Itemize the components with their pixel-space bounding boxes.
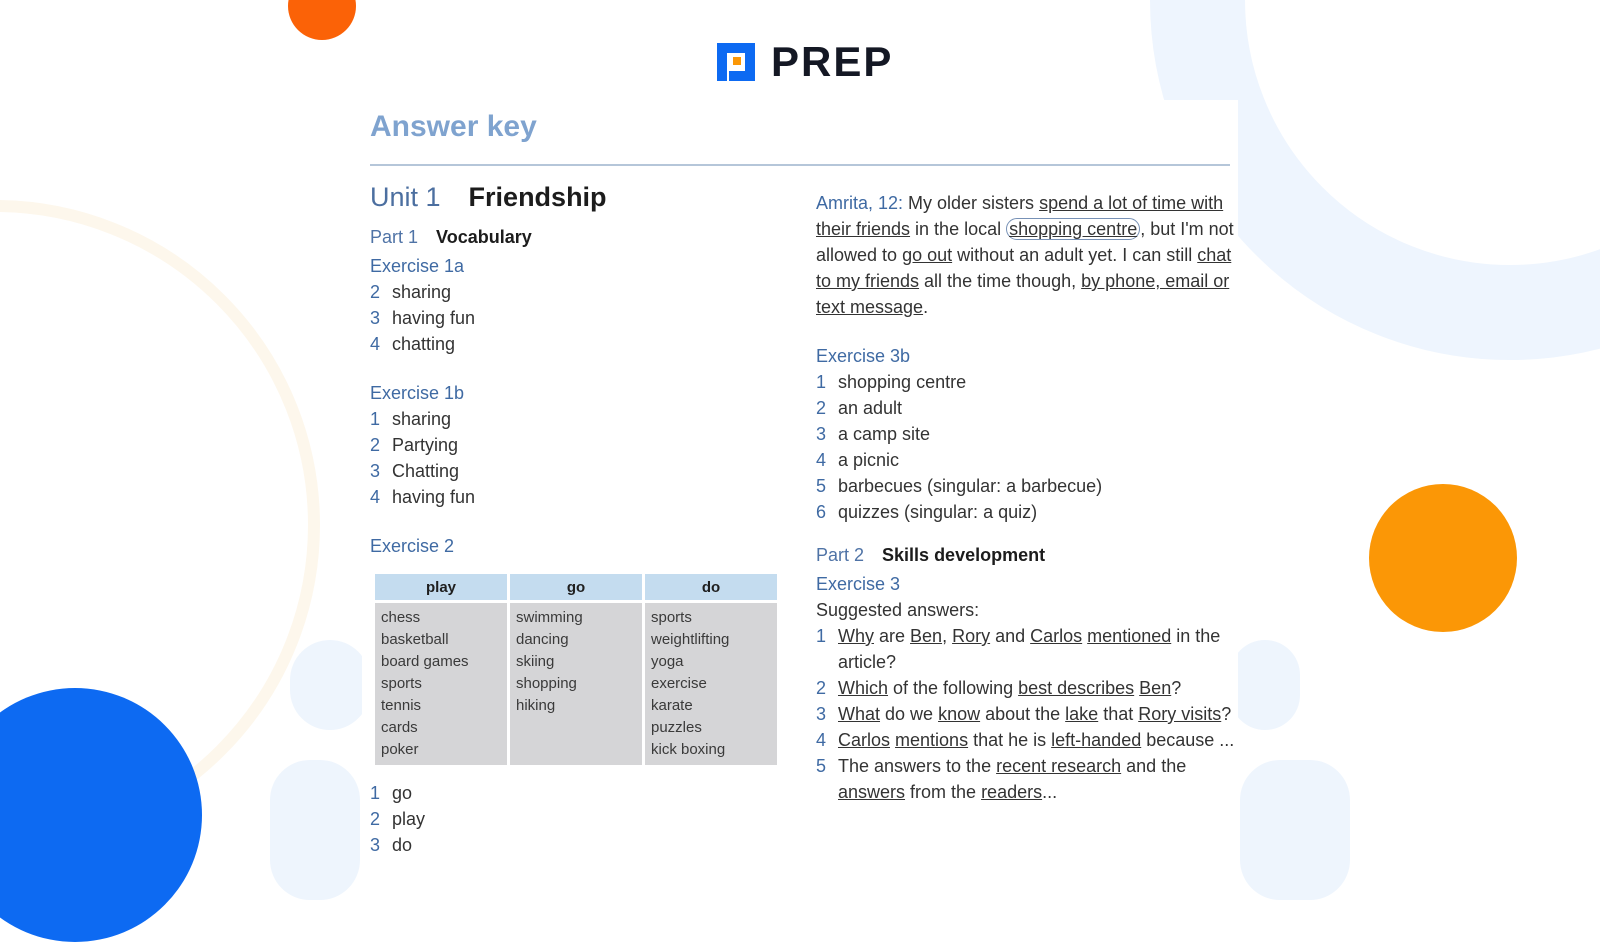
list-item: 4 chatting (370, 334, 456, 354)
table-header-go: go (510, 574, 642, 600)
page-title: Answer key (370, 110, 537, 143)
prep-logo[interactable] (711, 36, 893, 88)
exercise-2-heading: Exercise 2 (370, 536, 455, 556)
list-item: 5 The answers to the recent research and the answers from the readers... (816, 756, 1187, 802)
unit-name: Friendship (468, 182, 607, 212)
list-item: 3 What do we know about the lake that Rory visits? (816, 704, 1232, 724)
amrita-paragraph: Amrita, 12: My older sisters spend a lot of time with their friends in the local shopping centre , but I'm not allowed to go out without an adult yet. I can still chat to my friends all the time though, by phone, email or text message. (816, 193, 1234, 317)
suggested-answers-label: Suggested answers: (816, 600, 980, 620)
decor-blob (1240, 760, 1350, 900)
part1-label: Part 1 (370, 227, 419, 247)
unit-heading (370, 182, 790, 213)
part2-heading (816, 545, 1236, 566)
answer-key-page (362, 100, 1238, 900)
list-item: 3 do (370, 835, 413, 855)
decor-orange-circle-top (288, 0, 356, 40)
list-item: 3 a camp site (816, 424, 931, 444)
list-item: 2 play (370, 809, 426, 829)
list-item: 6 quizzes (singular: a quiz) (816, 502, 1038, 522)
table-cell-go: swimming dancing skiing shopping hiking (510, 603, 642, 765)
list-item: 1 Why are Ben, Rory and Carlos mentioned in the article? (816, 626, 1221, 672)
part2-label: Part 2 (816, 545, 865, 565)
unit-label: Unit 1 (370, 182, 441, 212)
list-item: 1 go (370, 783, 413, 803)
decor-blob (270, 760, 360, 900)
list-item: 5 barbecues (singular: a barbecue) (816, 476, 1103, 496)
decor-orange-circle-right (1369, 484, 1517, 632)
list-item: 4 Carlos mentions that he is left-handed because ... (816, 730, 1235, 750)
list-item: 4 a picnic (816, 450, 900, 470)
decor-blob (290, 640, 370, 730)
list-item: 3 having fun (370, 308, 476, 328)
list-item: 2 Which of the following best describes Ben? (816, 678, 1182, 698)
prep-logo-icon (711, 37, 761, 87)
table-cell-play: chess basketball board games sports tennis cards poker (375, 603, 507, 765)
exercise-3-heading: Exercise 3 (816, 574, 901, 594)
list-item: 1 sharing (370, 409, 452, 429)
list-item: 2 sharing (370, 282, 452, 302)
list-item: 1 shopping centre (816, 372, 967, 392)
exercise-1a-heading: Exercise 1a (370, 256, 465, 276)
title-divider (370, 164, 1230, 166)
list-item: 4 having fun (370, 487, 476, 507)
logo-text: PREP (771, 38, 894, 85)
part1-heading (370, 227, 790, 248)
exercise-1b-heading: Exercise 1b (370, 383, 465, 403)
right-column (816, 190, 1236, 805)
vocab-table (372, 571, 780, 768)
table-header-do: do (645, 574, 777, 600)
part1-name: Vocabulary (436, 227, 532, 247)
table-header-play: play (375, 574, 507, 600)
list-item: 3 Chatting (370, 461, 460, 481)
exercise-3b-heading: Exercise 3b (816, 346, 911, 366)
list-item: 2 an adult (816, 398, 903, 418)
list-item: 2 Partying (370, 435, 459, 455)
left-column (370, 182, 790, 858)
part2-name: Skills development (882, 545, 1046, 565)
table-cell-do: sports weightlifting yoga exercise karate puzzles kick boxing (645, 603, 777, 765)
decor-blob (1230, 640, 1300, 730)
